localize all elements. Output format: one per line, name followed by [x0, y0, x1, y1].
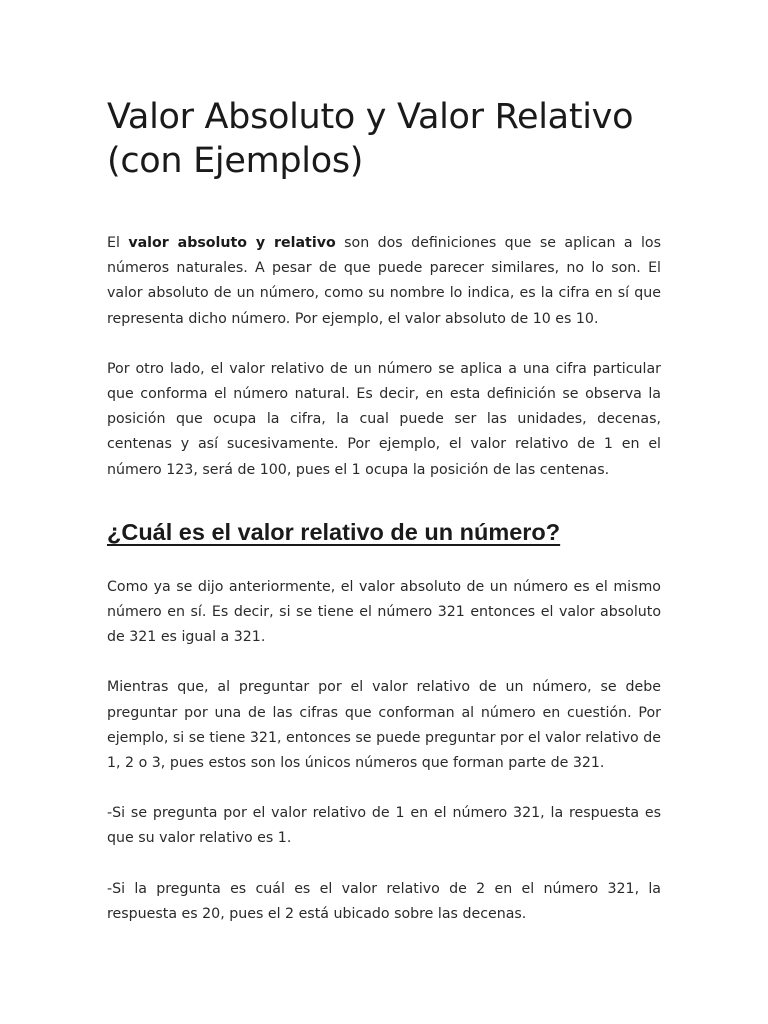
- intro-paragraph-1-rest: son dos definiciones que se aplican a los números naturales. A pesar de que puede parecer similares, no lo son. El valor absoluto de un número, como su nombre lo indica, es la cifra en sí que representa dicho número. Por ejemplo, el valor absoluto de 10 es 10.: [107, 235, 662, 327]
- intro-bold-term: valor absoluto y relativo: [128, 235, 336, 251]
- intro-paragraph-2: Por otro lado, el valor relativo de un número se aplica a una cifra particular que conforma el número natural. Es decir, en esta definición se observa la posición que ocupa la cifra, la cual puede ser las unidades, decenas, centenas y así sucesivamente. Por ejemplo, el valor relativo de 1 en el número 123, será de 100, pues el 1 ocupa la posición de las centenas.: [107, 360, 661, 478]
- section-paragraph-2: Mientras que, al preguntar por el valor relativo de un número, se debe preguntar por una de las cifras que conforman al número en cuestión. Por ejemplo, si se tiene 321, entonces se puede preguntar por el valor relativo de 1, 2 o 3, pues estos son los únicos números que forman parte de 321.: [107, 679, 661, 772]
- section-heading: ¿Cuál es el valor relativo de un número?: [107, 518, 561, 545]
- intro-paragraph-1: [107, 231, 661, 332]
- section-paragraph-1: Como ya se dijo anteriormente, el valor absoluto de un número es el mismo número en sí. Es decir, si se tiene el número 321 entonces el valor absoluto de 321 es igual a 321.: [107, 578, 661, 646]
- intro-paragraph-1-lead: El: [107, 235, 129, 251]
- section-paragraph-4: -Si la pregunta es cuál es el valor relativo de 2 en el número 321, la respuesta es 20, pues el 2 está ubicado sobre las decenas.: [107, 880, 661, 922]
- page-title: Valor Absoluto y Valor Relativo (con Ejemplos): [107, 97, 634, 181]
- document-page: [107, 95, 661, 927]
- section-paragraph-3: -Si se pregunta por el valor relativo de 1 en el número 321, la respuesta es que su valor relativo es 1.: [107, 805, 661, 847]
